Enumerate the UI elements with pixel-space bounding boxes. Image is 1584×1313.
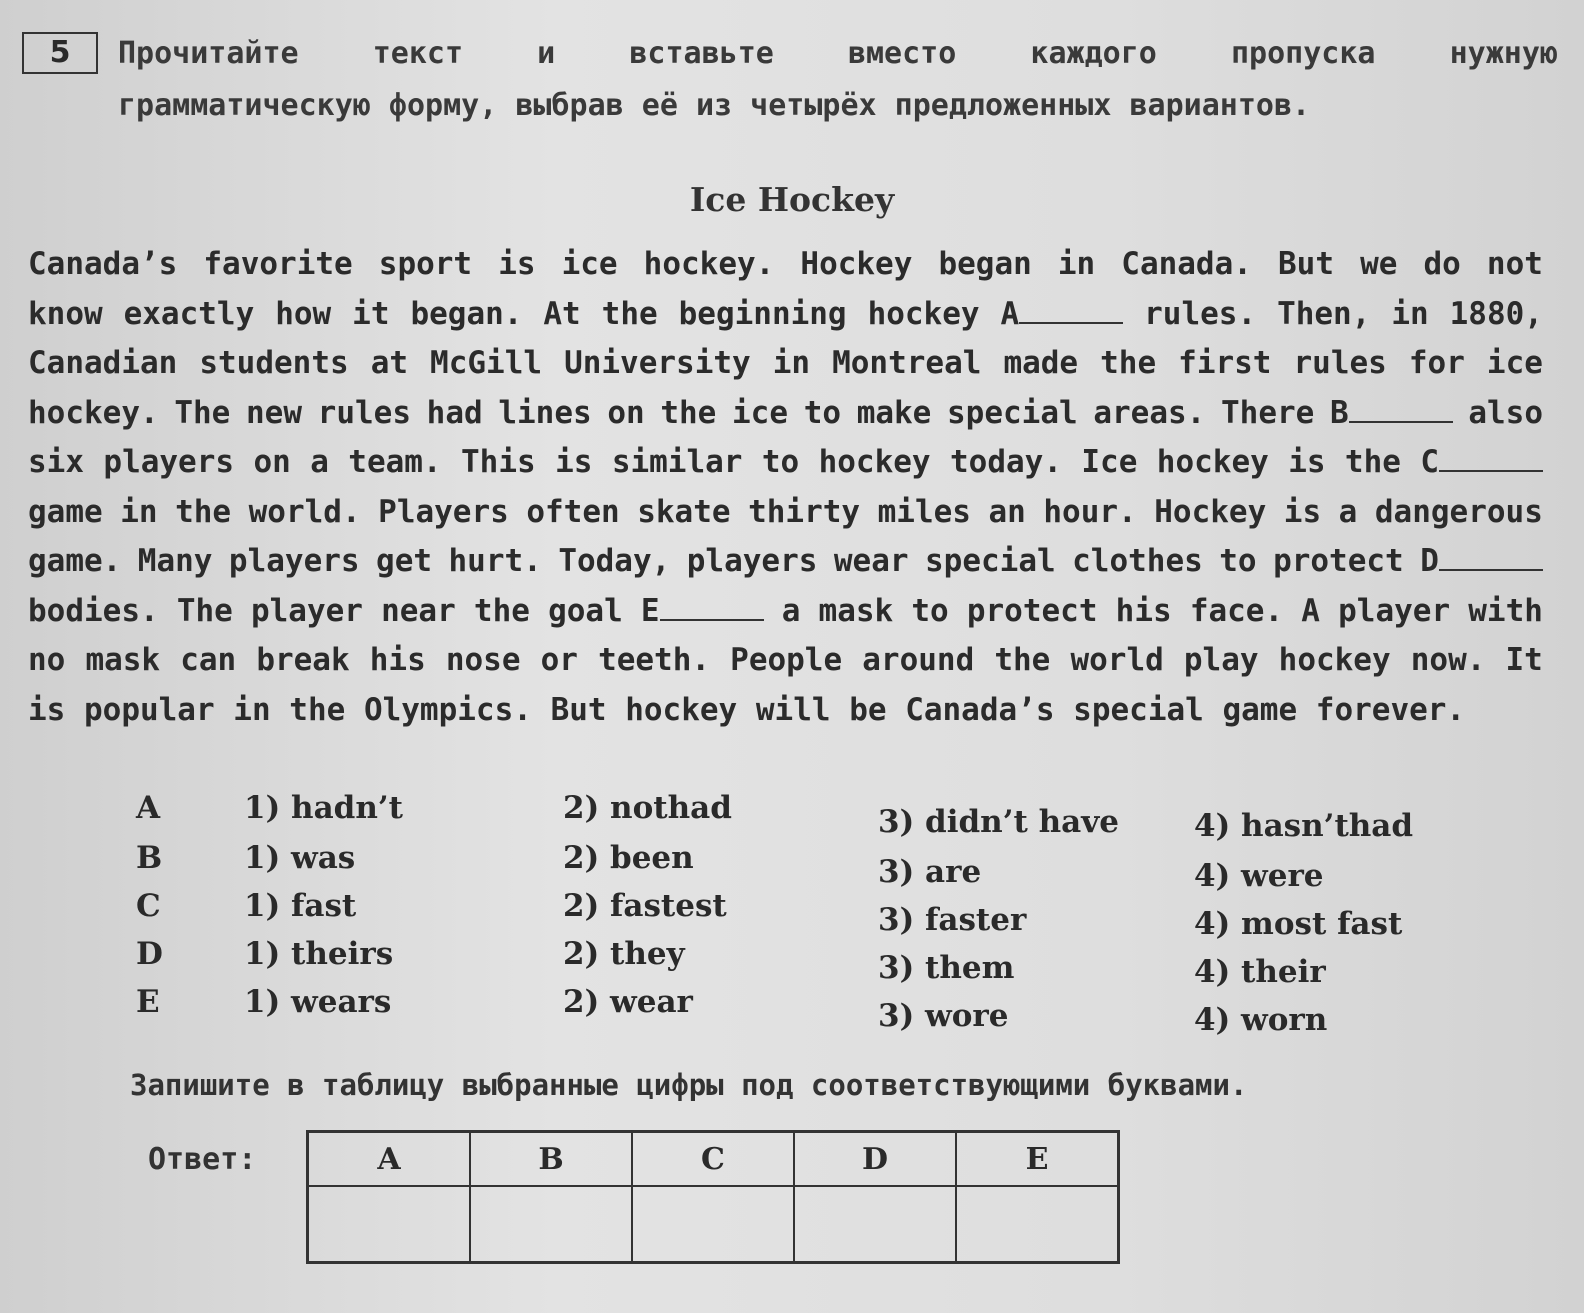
- passage-word: Canadian: [28, 345, 178, 381]
- passage-word: hockey.: [28, 394, 159, 431]
- option-choice: 3) wore: [878, 998, 1009, 1034]
- passage-word: rules: [317, 394, 411, 431]
- passage-word: hurt.: [448, 543, 542, 579]
- answer-table: [306, 1130, 1120, 1264]
- option-choice: 1) hadn’t: [244, 790, 403, 826]
- passage-line: [28, 438, 1543, 488]
- passage-word: sport: [378, 246, 473, 282]
- passage-word: ice: [561, 246, 618, 282]
- option-choice: 1) was: [244, 840, 356, 876]
- passage-word: the: [601, 295, 658, 332]
- passage-word: is: [1288, 444, 1326, 480]
- option-choice: 2) been: [563, 840, 694, 876]
- passage-word: made: [1003, 345, 1079, 381]
- passage-word: hour.: [1043, 493, 1137, 530]
- option-letter: D: [136, 936, 163, 972]
- passage-word: it: [352, 295, 390, 332]
- passage-word: Then,: [1277, 295, 1371, 332]
- passage-word: Canada’s: [28, 246, 178, 282]
- passage-word: to: [911, 592, 949, 629]
- option-row-a: [0, 790, 1584, 844]
- passage-word: can: [180, 642, 237, 678]
- passage-word: or: [540, 642, 578, 678]
- passage-word: Many: [137, 543, 213, 579]
- passage-line: [28, 240, 1543, 290]
- passage-word: rules.: [1144, 295, 1257, 332]
- passage-word: at: [370, 345, 409, 381]
- passage-word: on: [607, 394, 645, 431]
- passage-word: on: [253, 444, 291, 480]
- answer-header-row: [308, 1132, 1119, 1187]
- answer-blank: [1439, 448, 1543, 472]
- option-choice: 3) faster: [878, 902, 1027, 938]
- passage-word: game: [28, 493, 103, 530]
- passage-word: students: [199, 345, 349, 381]
- instruction-line-2: грамматическую форму, выбрав её из четырёх предложенных вариантов.: [118, 88, 1311, 123]
- option-letter: E: [136, 984, 160, 1020]
- option-letter: A: [136, 790, 161, 826]
- passage-word: now.: [1410, 642, 1486, 678]
- passage-word: Canada.: [1121, 246, 1252, 282]
- passage-word: world.: [248, 493, 361, 530]
- passage-line: [28, 389, 1543, 439]
- instruction-line-1: [118, 28, 1558, 80]
- passage-word: a: [1338, 493, 1358, 530]
- passage-word: in: [1391, 295, 1429, 332]
- passage-word: hockey: [867, 295, 980, 332]
- passage-line: [28, 636, 1543, 686]
- answer-cell-b[interactable]: [470, 1186, 632, 1263]
- passage-word: not: [1486, 246, 1543, 282]
- passage-word: new: [246, 394, 302, 431]
- passage-line: [28, 537, 1543, 587]
- passage-word: the: [660, 394, 717, 431]
- option-choice: 2) nothad: [563, 790, 732, 826]
- passage-word: make: [856, 394, 932, 431]
- passage-word: wear: [833, 543, 909, 579]
- passage-word: special: [947, 394, 1078, 431]
- option-choice: 3) didn’t have: [878, 804, 1119, 840]
- instruction-word: и: [537, 36, 556, 71]
- passage-word: nose: [445, 642, 521, 678]
- passage-word: hockey: [1156, 444, 1269, 480]
- answer-label: Ответ:: [148, 1142, 257, 1177]
- passage-word: areas.: [1093, 394, 1206, 431]
- answer-header-cell: E: [956, 1132, 1119, 1187]
- option-choice: 1) theirs: [244, 936, 394, 972]
- passage-word: often: [526, 493, 620, 530]
- passage-word: E: [641, 587, 764, 637]
- passage-word: is: [1283, 493, 1322, 530]
- passage-word: began.: [410, 295, 523, 332]
- passage-word: near: [381, 592, 456, 629]
- passage-word: But: [1278, 246, 1335, 282]
- option-row-d: [0, 936, 1584, 990]
- option-choice: 3) are: [878, 854, 982, 890]
- option-letter: B: [136, 840, 163, 876]
- passage-word: exactly: [123, 295, 255, 332]
- passage-word: favorite: [203, 246, 353, 282]
- instruction-word: каждого: [1030, 36, 1157, 71]
- passage-word: the: [994, 642, 1051, 678]
- passage-word: the: [175, 493, 232, 530]
- passage-line: [28, 339, 1543, 389]
- passage-word: The: [176, 592, 233, 629]
- passage-word: his: [369, 642, 426, 678]
- option-row-b: [0, 840, 1584, 894]
- answer-blank: [660, 597, 764, 621]
- passage-word: player: [1338, 592, 1451, 629]
- passage-word: do: [1423, 246, 1461, 282]
- passage-word: no: [28, 642, 66, 678]
- passage-word: Ice: [1081, 444, 1138, 480]
- passage-word: player: [250, 592, 363, 629]
- passage-word: Hockey: [1154, 493, 1267, 530]
- passage-word: goal: [548, 592, 623, 629]
- passage-word: is: [555, 444, 593, 480]
- passage-word: rules: [1293, 345, 1387, 381]
- passage-word: game.: [28, 543, 122, 579]
- passage-word: players: [686, 543, 818, 579]
- passage-word: six: [28, 444, 84, 480]
- passage-word: in: [120, 493, 158, 530]
- passage-word: know: [28, 295, 103, 332]
- answer-header-cell: A: [308, 1132, 471, 1187]
- passage-word: C: [1420, 438, 1543, 488]
- option-choice: 4) hasn’thad: [1194, 808, 1414, 844]
- passage-word: hockey.: [643, 246, 775, 282]
- passage-title: Ice Hockey: [689, 180, 895, 219]
- answer-cell-a[interactable]: [308, 1186, 471, 1263]
- passage-word: mask: [85, 642, 161, 678]
- passage-word: McGill: [430, 345, 543, 381]
- option-choice: 4) their: [1194, 954, 1326, 990]
- passage-word: skate: [637, 493, 731, 530]
- passage-word: team.: [348, 444, 442, 480]
- passage-word: 1880,: [1449, 295, 1543, 332]
- passage-word: thirty: [748, 493, 861, 530]
- passage-word: bodies.: [28, 592, 159, 629]
- option-choice: 3) them: [878, 950, 1015, 986]
- answer-blank: [1439, 547, 1543, 571]
- option-choice: 4) worn: [1194, 1002, 1328, 1038]
- passage-word: Hockey: [800, 246, 913, 282]
- answer-cell-c[interactable]: [632, 1186, 794, 1263]
- task-number-box: 5: [22, 32, 98, 74]
- instruction-word: текст: [372, 36, 464, 71]
- instruction-word: нужную: [1449, 36, 1558, 71]
- passage-word: At: [543, 295, 581, 332]
- passage-word: beginning: [678, 295, 847, 332]
- passage-word: teeth.: [598, 642, 711, 678]
- passage-word: similar: [611, 444, 743, 480]
- passage-word: to: [803, 394, 842, 431]
- answer-header-cell: D: [794, 1132, 956, 1187]
- passage-word: how: [275, 295, 332, 332]
- passage-word: D: [1420, 537, 1543, 587]
- passage-word: special: [925, 543, 1056, 579]
- passage-word: an: [988, 493, 1026, 530]
- option-letter: C: [136, 888, 161, 924]
- passage-line: [28, 488, 1543, 538]
- passage-line: [28, 587, 1543, 637]
- answer-cell-d[interactable]: [794, 1186, 956, 1263]
- option-choice: 4) most fast: [1194, 906, 1403, 942]
- option-choice: 1) wears: [244, 984, 392, 1020]
- passage-word: miles: [877, 493, 971, 530]
- passage-word: lines: [498, 394, 592, 431]
- passage-word: to: [761, 444, 800, 480]
- passage-word: to: [1219, 543, 1257, 579]
- instruction-word: вместо: [847, 36, 957, 71]
- passage-word: around: [862, 642, 975, 678]
- option-row-e: [0, 984, 1584, 1038]
- passage-word: in: [772, 345, 811, 381]
- passage-word: protect: [966, 592, 1098, 629]
- passage-word: his: [1115, 592, 1172, 629]
- passage-word: the: [1344, 444, 1401, 480]
- instruction-word: Прочитайте: [118, 36, 299, 71]
- answer-blank: [1349, 399, 1453, 423]
- passage-word: the: [473, 592, 530, 629]
- passage-word: in: [1057, 246, 1096, 282]
- passage-line: [28, 290, 1543, 340]
- passage-word: we: [1360, 246, 1398, 282]
- passage-word: Montreal: [832, 345, 982, 381]
- passage-word: hockey: [1278, 642, 1391, 678]
- passage-word: is: [498, 246, 536, 282]
- answer-input-row: [308, 1186, 1119, 1263]
- passage-word: protect: [1273, 543, 1404, 579]
- passage-word: a: [781, 592, 801, 629]
- answer-header-cell: B: [470, 1132, 632, 1187]
- passage-word: today.: [950, 444, 1062, 480]
- passage-line: is popular in the Olympics. But hockey will be Canada’s special game forever.: [28, 691, 1466, 728]
- passage-word: It: [1505, 642, 1543, 678]
- passage-word: People: [730, 642, 843, 678]
- passage-word: players: [228, 543, 360, 579]
- passage-word: mask: [818, 592, 894, 629]
- answer-blank: [1019, 300, 1123, 324]
- passage-word: with: [1468, 592, 1543, 629]
- answer-instruction: Запишите в таблицу выбранные цифры под соответствующими буквами.: [130, 1068, 1248, 1102]
- passage-word: had: [426, 394, 483, 431]
- passage-word: The: [174, 394, 231, 431]
- instruction-word: вставьте: [629, 36, 774, 71]
- passage-word: break: [256, 642, 350, 678]
- passage-text: [28, 240, 1543, 735]
- passage-word: first: [1178, 345, 1272, 381]
- task-instruction: [118, 28, 1558, 132]
- passage-word: hockey: [818, 444, 931, 480]
- passage-word: A: [1001, 290, 1124, 340]
- passage-word: play: [1183, 642, 1259, 678]
- passage-word: ice: [1486, 345, 1543, 381]
- passage-word: dangerous: [1374, 493, 1543, 530]
- passage-word: There: [1221, 394, 1315, 431]
- passage-word: B: [1330, 389, 1453, 439]
- passage-word: clothes: [1072, 543, 1203, 579]
- passage-word: get: [376, 543, 433, 579]
- answer-cell-e[interactable]: [956, 1186, 1119, 1263]
- passage-word: for: [1408, 345, 1465, 381]
- passage-word: Today,: [558, 543, 671, 579]
- passage-word: world: [1070, 642, 1164, 678]
- passage-word: a: [310, 444, 329, 480]
- option-choice: 2) they: [563, 936, 685, 972]
- passage-word: began: [938, 246, 1032, 282]
- passage-word: A: [1301, 592, 1320, 629]
- passage-word: Players: [378, 493, 509, 530]
- passage-word: players: [103, 444, 235, 480]
- passage-word: the: [1100, 345, 1157, 381]
- passage-word: ice: [732, 394, 789, 431]
- passage-word: This: [461, 444, 536, 480]
- option-choice: 4) were: [1194, 858, 1324, 894]
- passage-word: also: [1468, 394, 1543, 431]
- option-choice: 2) fastest: [563, 888, 727, 924]
- answer-header-cell: C: [632, 1132, 794, 1187]
- passage-word: University: [564, 345, 751, 381]
- passage-word: face.: [1189, 592, 1284, 629]
- instruction-word: пропуска: [1230, 36, 1376, 71]
- option-choice: 1) fast: [244, 888, 357, 924]
- option-choice: 2) wear: [563, 984, 693, 1020]
- option-row-c: [0, 888, 1584, 942]
